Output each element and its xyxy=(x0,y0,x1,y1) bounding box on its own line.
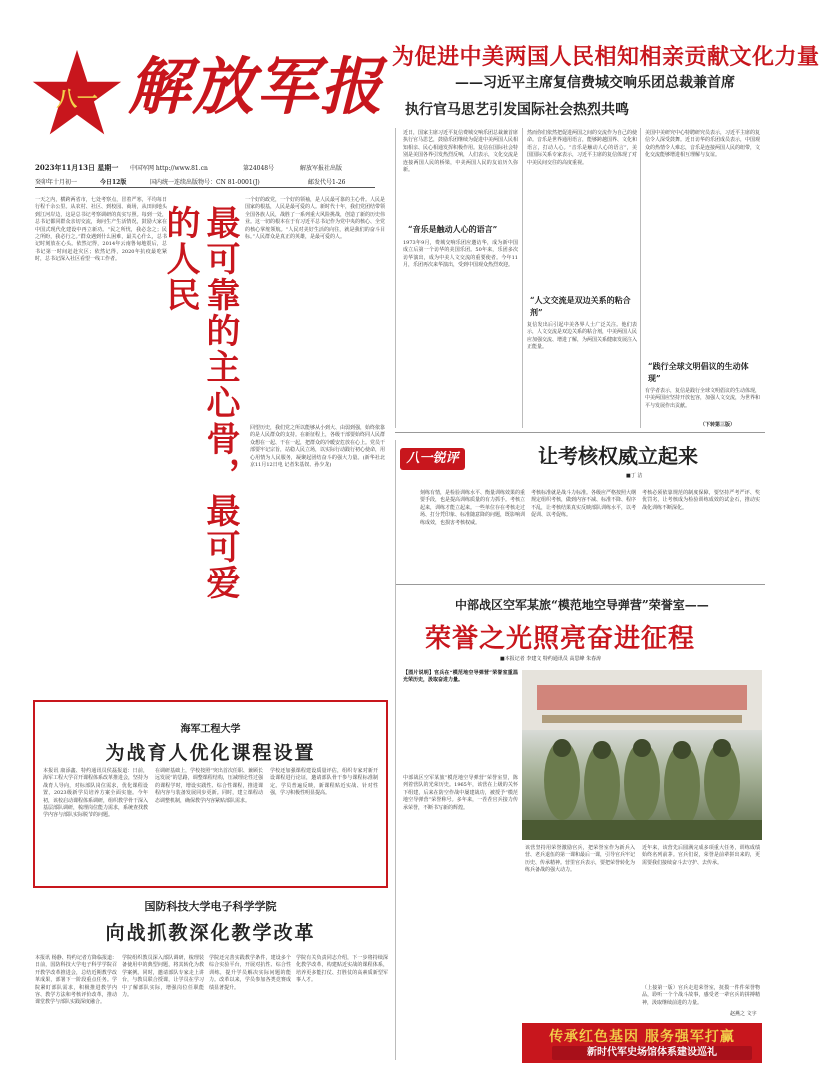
lead-section-head-2: “人文交流是双边关系的粘合剂” xyxy=(530,295,631,317)
ad-line-2: 新时代军史场馆体系建设巡礼 xyxy=(587,1047,717,1058)
masthead xyxy=(10,20,385,150)
lead-section-head-1: “音乐是触动人心的语言” xyxy=(408,224,498,234)
bottom-unit: 国防科技大学电子科学学院 xyxy=(144,900,277,913)
bottom-col2: 学院组织教员深入部队调研，梳理装备使用中的典型问题，将其转化为教学案例。同时，邀请部队专家走上讲台，与教员联合授课，让学员在学习中了解部队实际，增强岗位任职能力。 xyxy=(122,955,204,999)
publisher: 解放军报社出版 xyxy=(300,165,343,172)
box-unit: 海军工程大学 xyxy=(180,724,241,735)
feature-title: 荣誉之光照亮奋进征程 xyxy=(425,624,696,654)
commentary-badge xyxy=(400,448,465,470)
edition: 今日12版 xyxy=(100,179,127,186)
ad-banner[interactable] xyxy=(522,1023,762,1063)
left-article-col1: 一天之内，横跨两省市，七处考察点，冒着严寒，平均每日行程千余公里。从农村、社区、到校园、商场，从田间地头到江河岸边，这是总书记考察调研的真实写照。每到一处，总书记都同群众亲切交流，询问生产生活情况，鼓励大家在中国式现代化建设中再立新功。“民之所忧，我必念之；民之所盼，我必行之。”群众遇到什么困难，最关心什么，总书记时刻放在心头。依然记得，2014年云南鲁甸地震后，总书记第一时间赶赴灾区；依然记得，2020年抗疫最吃紧时，总书记深入社区看望一线工作者。 xyxy=(35,197,167,263)
feature-photo xyxy=(522,670,762,840)
feature-text-left: 中部战区空军某旅“模范地空导弹营”荣誉室里，陈列着营队的光荣历史。1965年，该营在上级的关怀下组建，后来在防空作战中屡建战功，被授予“模范地空导弹营”荣誉称号。多年来，一茬茬官兵接力传承荣誉，不断书写新的辉煌。 xyxy=(403,775,518,811)
lead-col2: 然而你们依然把促进两国之间的交流作为自己的使命。音乐是世界通用语言，能够跨越国界、文化和语言，打动人心。“音乐是触动人心的语言”，美国国际关系专家表示，习近平主席的复信体现了对中美民间交往的高度重视。 xyxy=(527,130,638,166)
date-line: 2023年11月13日 星期一 xyxy=(35,163,119,172)
lead-col3: 美国中美研究中心特聘研究员表示，习近平主席的复信令人深受鼓舞。近日访华的乐团成员表示，中国观众的热情令人难忘，音乐是连接两国人民的纽带，文化交流能够增进相互理解与友谊。 xyxy=(645,130,761,159)
lead-section-head-3: “践行全球文明倡议的生动体现” xyxy=(648,361,749,383)
bottom-col4: 学院有关负责同志介绍，下一步将持续深化教学改革，构建贴近实战的课程体系，培养更多能打仗、打胜仗的高素质新型军事人才。 xyxy=(296,955,388,984)
svg-text:八一: 八一 xyxy=(56,86,98,111)
ad-line-2-bar xyxy=(552,1046,752,1060)
left-article-col2: 一个好的政党，一个好的领袖，是人民最可靠的主心骨。人民是国家的根基，人民是最可爱的人。新时代十年，我们党团结带领全国各族人民，战胜了一系列重大风险挑战，创造了新的历史伟业。这一切的根本在于有习近平总书记作为党中央的核心、全党的核心掌舵领航。“人民对美好生活的向往，就是我们的奋斗目标。”人民群众是真正的英雄，是最可爱的人。 xyxy=(245,197,386,241)
divider xyxy=(522,128,523,428)
website[interactable]: 中国军网 http://www.81.cn xyxy=(130,165,208,172)
masthead-title: 解放军报 xyxy=(128,50,385,123)
lead-subhead-1: ——习近平主席复信费城交响乐团总裁兼首席 xyxy=(455,75,735,91)
lead-col2b: 复信发出后引起中美各界人士广泛关注。他们表示，人文交流是双边关系的粘合剂，中美两国人民应加强交流、增进了解，为两国关系健康发展注入正能量。 xyxy=(527,322,638,351)
divider xyxy=(395,128,396,428)
feature-byline: ■本报记者 李建文 特约通讯员 高思峰 朱春涛 xyxy=(500,656,602,662)
star-emblem-icon xyxy=(30,47,124,141)
divider xyxy=(640,128,641,428)
divider xyxy=(395,584,765,585)
bottom-col3: 学院还完善实践教学条件，建设多个综合实验平台，开展对抗性、综合性训练，提升学员解决实际问题的能力。改革以来，学员参加各类竞赛成绩显著提升。 xyxy=(209,955,291,991)
commentary-col3: 考核必须依靠规范的制度保障，要坚持严考严评、奖优罚劣，让考核成为检验训练成效的试金石，推动实战化训练不断深化。 xyxy=(642,490,760,511)
commentary-badge-label: 八一锐评 xyxy=(406,451,459,466)
ad-line-1: 传承红色基因 服务强军打赢 xyxy=(549,1029,735,1045)
masthead-rule xyxy=(35,187,375,188)
lead-col3b: 有学者表示，复信是践行全球文明倡议的生动体现，中美两国应坚持开放包容，加强人文交流，为世界和平与发展作出贡献。 xyxy=(645,388,761,409)
soldiers-photo-image xyxy=(522,670,762,840)
cn-number: 国内统一连续出版物号：CN 81-0001(J) xyxy=(150,179,260,186)
boxed-article xyxy=(33,700,388,888)
lead-col1: 近日，国家主席习近平复信费城交响乐团总裁兼首席执行官马思艺，鼓励乐团继续为促进中美两国人民相知相亲、民心相通发挥积极作用。复信在国际社会特别是美国各界引发热烈反响，人们表示，文化交流是连接两国人民的桥梁，中美两国人民的友谊历久弥新。 xyxy=(403,130,519,174)
left-article-col3: 回望历史，我们党之所以能够从小到大、由弱到强，始终依靠的是人民群众的支持。在新征程上，各级干部要始终同人民群众想在一起、干在一起，把群众的冷暖安危放在心上。党员干部要牢记宗旨，站稳人民立场，以实际行动践行初心使命，用心用情为人民服务，凝聚起团结奋斗的强大力量。(新华社北京11月12日电 记者朱基钗、孙少龙) xyxy=(250,425,386,469)
lead-subhead-2: 执行官马思艺引发国际社会热烈共鸣 xyxy=(405,102,629,118)
lead-col1b: 1973年9月，费城交响乐团应邀访华，成为新中国成立后第一个访华的美国乐团。50年来，乐团多次访华演出，成为中美人文交流的重要使者。今年11月，乐团再次来华演出，受到中国观众热烈欢迎。 xyxy=(403,240,518,269)
divider xyxy=(395,440,396,1060)
box-col1: 本报讯 康添鑫、特约通讯员侯磊报道：日前，海军工程大学召开课程体系改革推进会，坚持为战育人导向，对标部队岗位需求，优化课程设置，2023级新学员培养方案全面实施。今年初，该校启动课程体系调研，组织教学骨干深入基层部队调研，梳理岗位能力需求，系统查找教学内容与部队实际脱节的问题。 xyxy=(43,768,149,819)
feature-text-mid: 该营坚持用荣誉激励官兵，把荣誉室作为新兵入营、老兵退伍的第一课和最后一课，引导官兵牢记历史、传承精神。营里官兵表示，要把荣誉转化为练兵备战的强大动力。 xyxy=(525,845,636,874)
bottom-col1: 本报讯 杨静、特约记者方降临报道：日前，国防科技大学电子科学学院召开教学改革推进会，总结近期教学改革成果，部署下一阶段重点任务。学院紧盯部队需求，积极推进教学内容、教学方法和考核评价改革，推动课堂教学与部队实践深度融合。 xyxy=(35,955,117,1006)
feature-caption: 【图片说明】官兵在“模范地空导弹营”荣誉室重温光荣历史，汲取奋进力量。 xyxy=(403,670,518,684)
feature-header: 中部战区空军某旅“模范地空导弹营”荣誉室—— xyxy=(455,598,709,612)
commentary-title: 让考核权威立起来 xyxy=(538,444,698,468)
bottom-title: 向战抓教深化教学改革 xyxy=(105,922,316,944)
vertical-headline-text: 最可靠的主心骨，最可爱的人民 xyxy=(160,205,240,601)
box-col2: 在调研基础上，学校按照“突出首次任职、兼顾长远发展”的思路，调整课程结构，压减理论性过强的课程学时，增设实践性、综合性课程，推进课程内容与装备发展同步更新。同时，建立课程动态调整机制，确保教学内容紧贴部队需求。 xyxy=(155,768,263,804)
commentary-col2: 考核标准就是战斗力标准。各级应严格按照大纲规定组织考核，做到内容不减、标准不降、程序不乱，让考核结果真实反映部队训练水平，以考促训、以考促练。 xyxy=(531,490,637,519)
feature-text-right: 近年来，该营先后圆满完成多项重大任务，训练成绩始终名列前茅。官兵们说，荣誉是前辈拼出来的，更需要我们接续奋斗去守护、去传承。 xyxy=(642,845,760,866)
issue-no: 第24048号 xyxy=(243,165,275,172)
lead-headline: 为促进中美两国人民相知相亲贡献文化力量 xyxy=(392,44,820,70)
lead-continue-note: （下转第三版） xyxy=(700,422,736,428)
divider xyxy=(395,432,765,433)
vertical-headline xyxy=(160,205,240,625)
commentary-col1: 刻练有情，是检验训练水平、衡量训练效果的重要手段，也是提高训练质量的有力抓手。考核立起来，训练才能立起来。一些单位存在考核走过场、打分凭印象、标准随意降的问题，既影响训练成效，也损害考核权威。 xyxy=(420,490,526,526)
commentary-byline: ■丁 洁 xyxy=(626,473,643,479)
post-code: 邮发代号1-26 xyxy=(308,179,346,186)
feature-text-right-top: （上接第一版）官兵走进荣誉室，抚摸一件件荣誉物品，聆听一个个战斗故事，感受老一辈官兵的拼搏精神，汲取继续前进的力量。 xyxy=(642,985,760,1006)
box-col3: 学校还加强课程建设质量评估，组织专家对新开设课程进行论证，邀请部队骨干参与课程标准制定。学员普遍反映，新课程贴近实战、针对性强，学习积极性明显提高。 xyxy=(270,768,378,797)
box-title: 为战育人优化课程设置 xyxy=(105,742,316,764)
feature-author: 赵燕之 文字 xyxy=(730,1011,757,1017)
lunar-line: 癸卯年十月初一 xyxy=(35,179,78,186)
